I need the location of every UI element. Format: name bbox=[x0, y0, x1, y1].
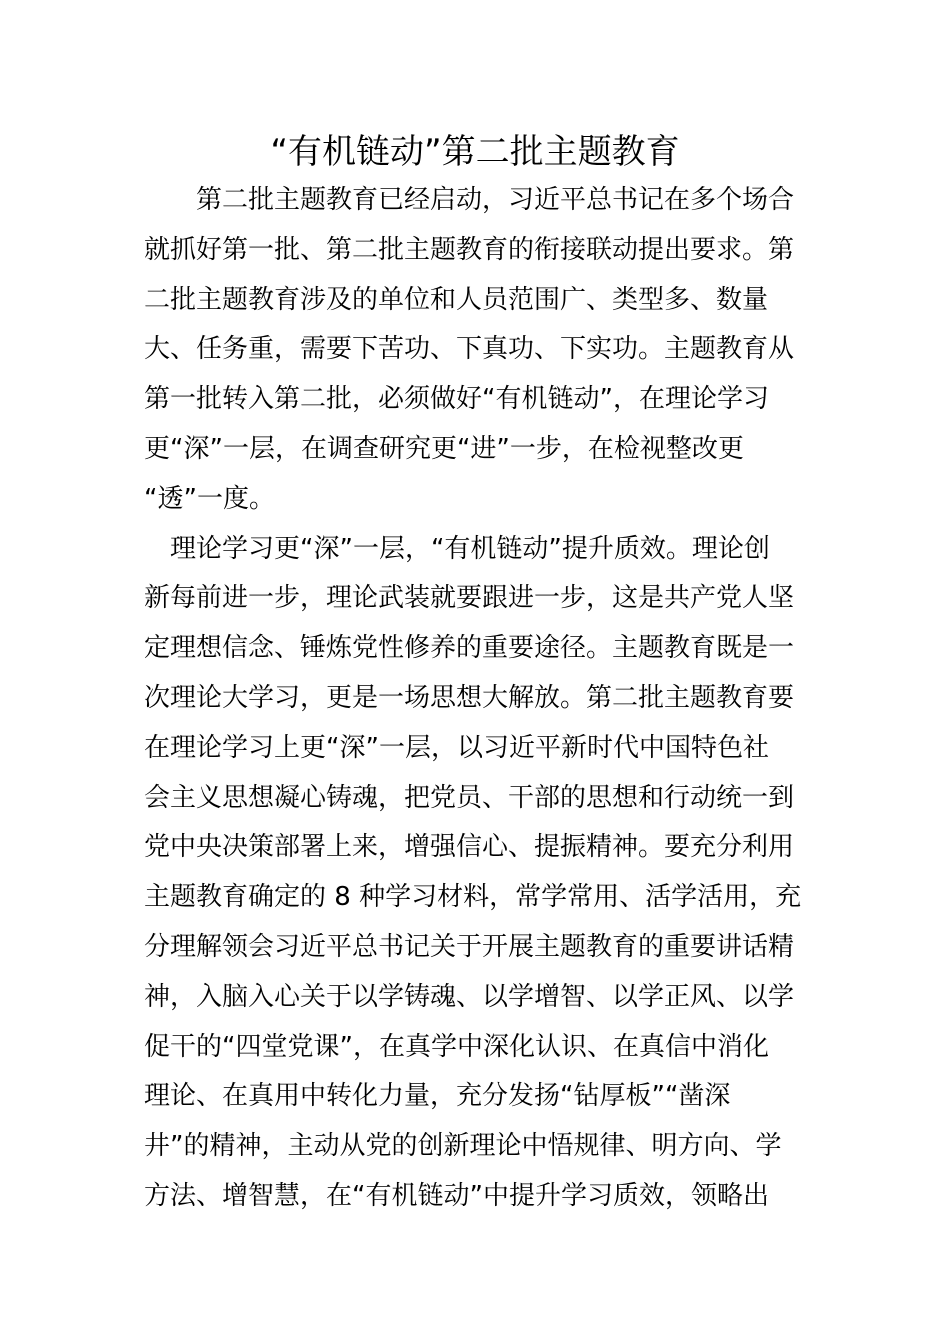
text-line: 新每前进一步，理论武装就要跟进一步，这是共产党人坚 bbox=[144, 583, 795, 614]
text-line: 在理论学习上更“深”一层，以习近平新时代中国特色社 bbox=[144, 732, 769, 763]
text-line: 第一批转入第二批，必须做好“有机链动”，在理论学习 bbox=[144, 384, 769, 415]
text-line: 二批主题教育涉及的单位和人员范围广、类型多、数量 bbox=[144, 284, 769, 315]
text-line: 主题教育确定的 8 种学习材料，常学常用、活学活用，充 bbox=[144, 882, 802, 913]
text-line: 促干的“四堂党课”，在真学中深化认识、在真信中消化 bbox=[144, 1031, 769, 1062]
text-line: 井”的精神，主动从党的创新理论中悟规律、明方向、学 bbox=[144, 1131, 782, 1162]
text-line: 大、任务重，需要下苦功、下真功、下实功。主题教育从 bbox=[144, 334, 795, 365]
text-line: 神，入脑入心关于以学铸魂、以学增智、以学正风、以学 bbox=[144, 981, 795, 1012]
text-line: 理论、在真用中转化力量，充分发扬“钻厚板”“凿深 bbox=[144, 1081, 731, 1112]
text-line: 理论学习更“深”一层，“有机链动”提升质效。理论创 bbox=[144, 533, 770, 564]
text-line: 次理论大学习，更是一场思想大解放。第二批主题教育要 bbox=[144, 682, 795, 713]
text-line: “透”一度。 bbox=[144, 483, 275, 514]
text-line: 更“深”一层，在调查研究更“进”一步，在检视整改更 bbox=[144, 433, 744, 464]
text-line: 就抓好第一批、第二批主题教育的衔接联动提出要求。第 bbox=[144, 234, 795, 265]
text-line: 第二批主题教育已经启动，习近平总书记在多个场合 bbox=[144, 185, 795, 215]
text-line: 党中央决策部署上来，增强信心、提振精神。要充分利用 bbox=[144, 832, 795, 863]
text-line: 方法、增智慧，在“有机链动”中提升学习质效，领略出 bbox=[144, 1180, 769, 1211]
document-title: “有机链动”第二批主题教育 bbox=[270, 132, 680, 172]
text-line: 分理解领会习近平总书记关于开展主题教育的重要讲话精 bbox=[144, 931, 795, 962]
text-line: 定理想信念、锤炼党性修养的重要途径。主题教育既是一 bbox=[144, 633, 795, 664]
document-body bbox=[144, 176, 808, 1222]
text-line: 会主义思想凝心铸魂，把党员、干部的思想和行动统一到 bbox=[144, 782, 795, 813]
